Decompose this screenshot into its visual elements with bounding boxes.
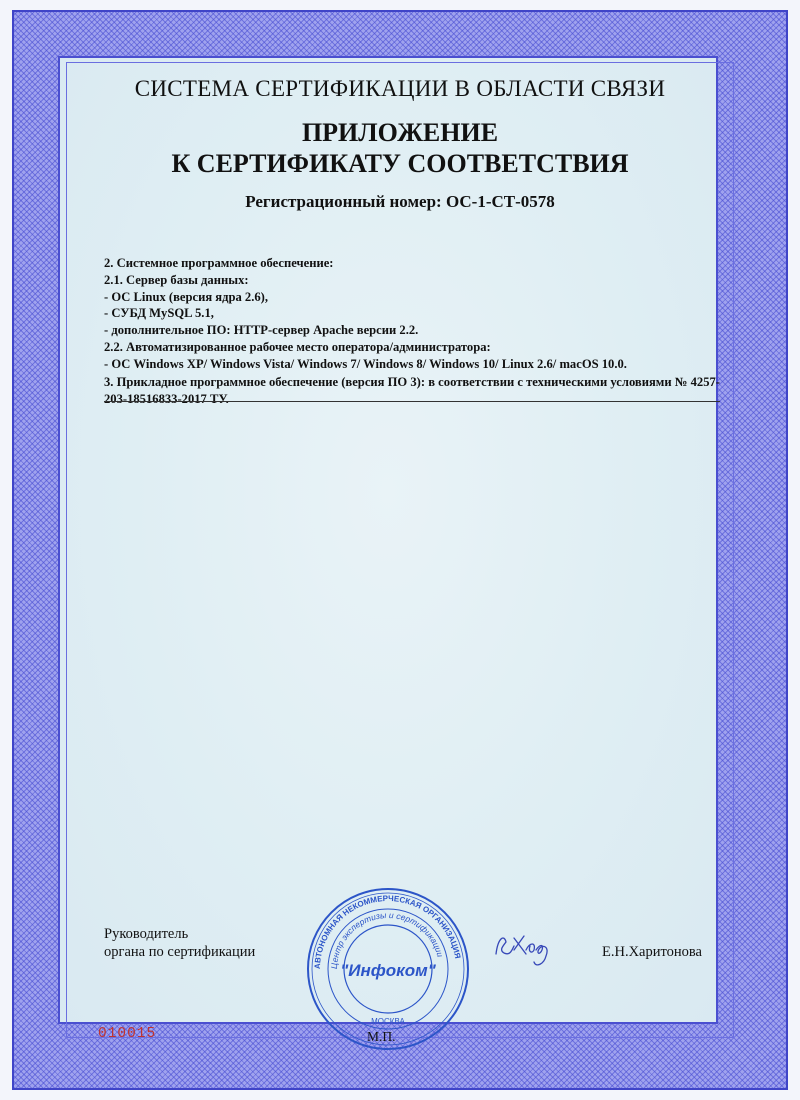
body-line: - дополнительное ПО: HTTP-сервер Apache версии 2.2. [104,323,419,338]
body-line: - СУБД MySQL 5.1, [104,306,214,321]
registration-number: Регистрационный номер: ОС-1-СТ-0578 [245,192,555,211]
head-title-line2: органа по сертификации [104,944,256,960]
serial-number: 010015 [98,1026,157,1042]
seal-outer-text: АВТОНОМНАЯ НЕКОММЕРЧЕСКАЯ ОРГАНИЗАЦИЯ [312,893,463,970]
handwritten-signature [490,920,590,970]
stamp-place-label: М.П. [367,1029,396,1044]
divider [104,401,720,402]
body-line: 2.2. Автоматизированное рабочее место оператора/администратора: [104,339,491,354]
software-list [104,255,720,373]
document-title-line1: ПРИЛОЖЕНИЕ [301,118,499,147]
body-line: - ОС Linux (версия ядра 2.6), [104,289,269,304]
seal-inner-text: Центр экспертизы и сертификации [328,909,446,970]
signer-name: Е.Н.Харитонова [602,944,702,960]
document-title-line2: К СЕРТИФИКАТУ СООТВЕТСТВИЯ [171,149,629,178]
seal-center-text: "Инфоком" [340,961,436,980]
body-line: - ОС Windows XP/ Windows Vista/ Windows 7/ Windows 8/ Windows 10/ Linux 2.6/ macOS 10.0. [104,356,627,371]
seal-bottom-text: МОСКВА [371,1017,405,1026]
body-line: 2.1. Сервер базы данных: [104,272,249,287]
official-seal [305,886,471,1052]
application-software-paragraph: 3. Прикладное программное обеспечение (версия ПО 3): в соответствии с техническими условиями № 4257-203-18516833-2017 ТУ. [104,375,720,406]
system-title: СИСТЕМА СЕРТИФИКАЦИИ В ОБЛАСТИ СВЯЗИ [134,76,666,101]
head-title-line1: Руководитель [104,926,189,942]
body-line: 2. Системное программное обеспечение: [104,256,334,270]
